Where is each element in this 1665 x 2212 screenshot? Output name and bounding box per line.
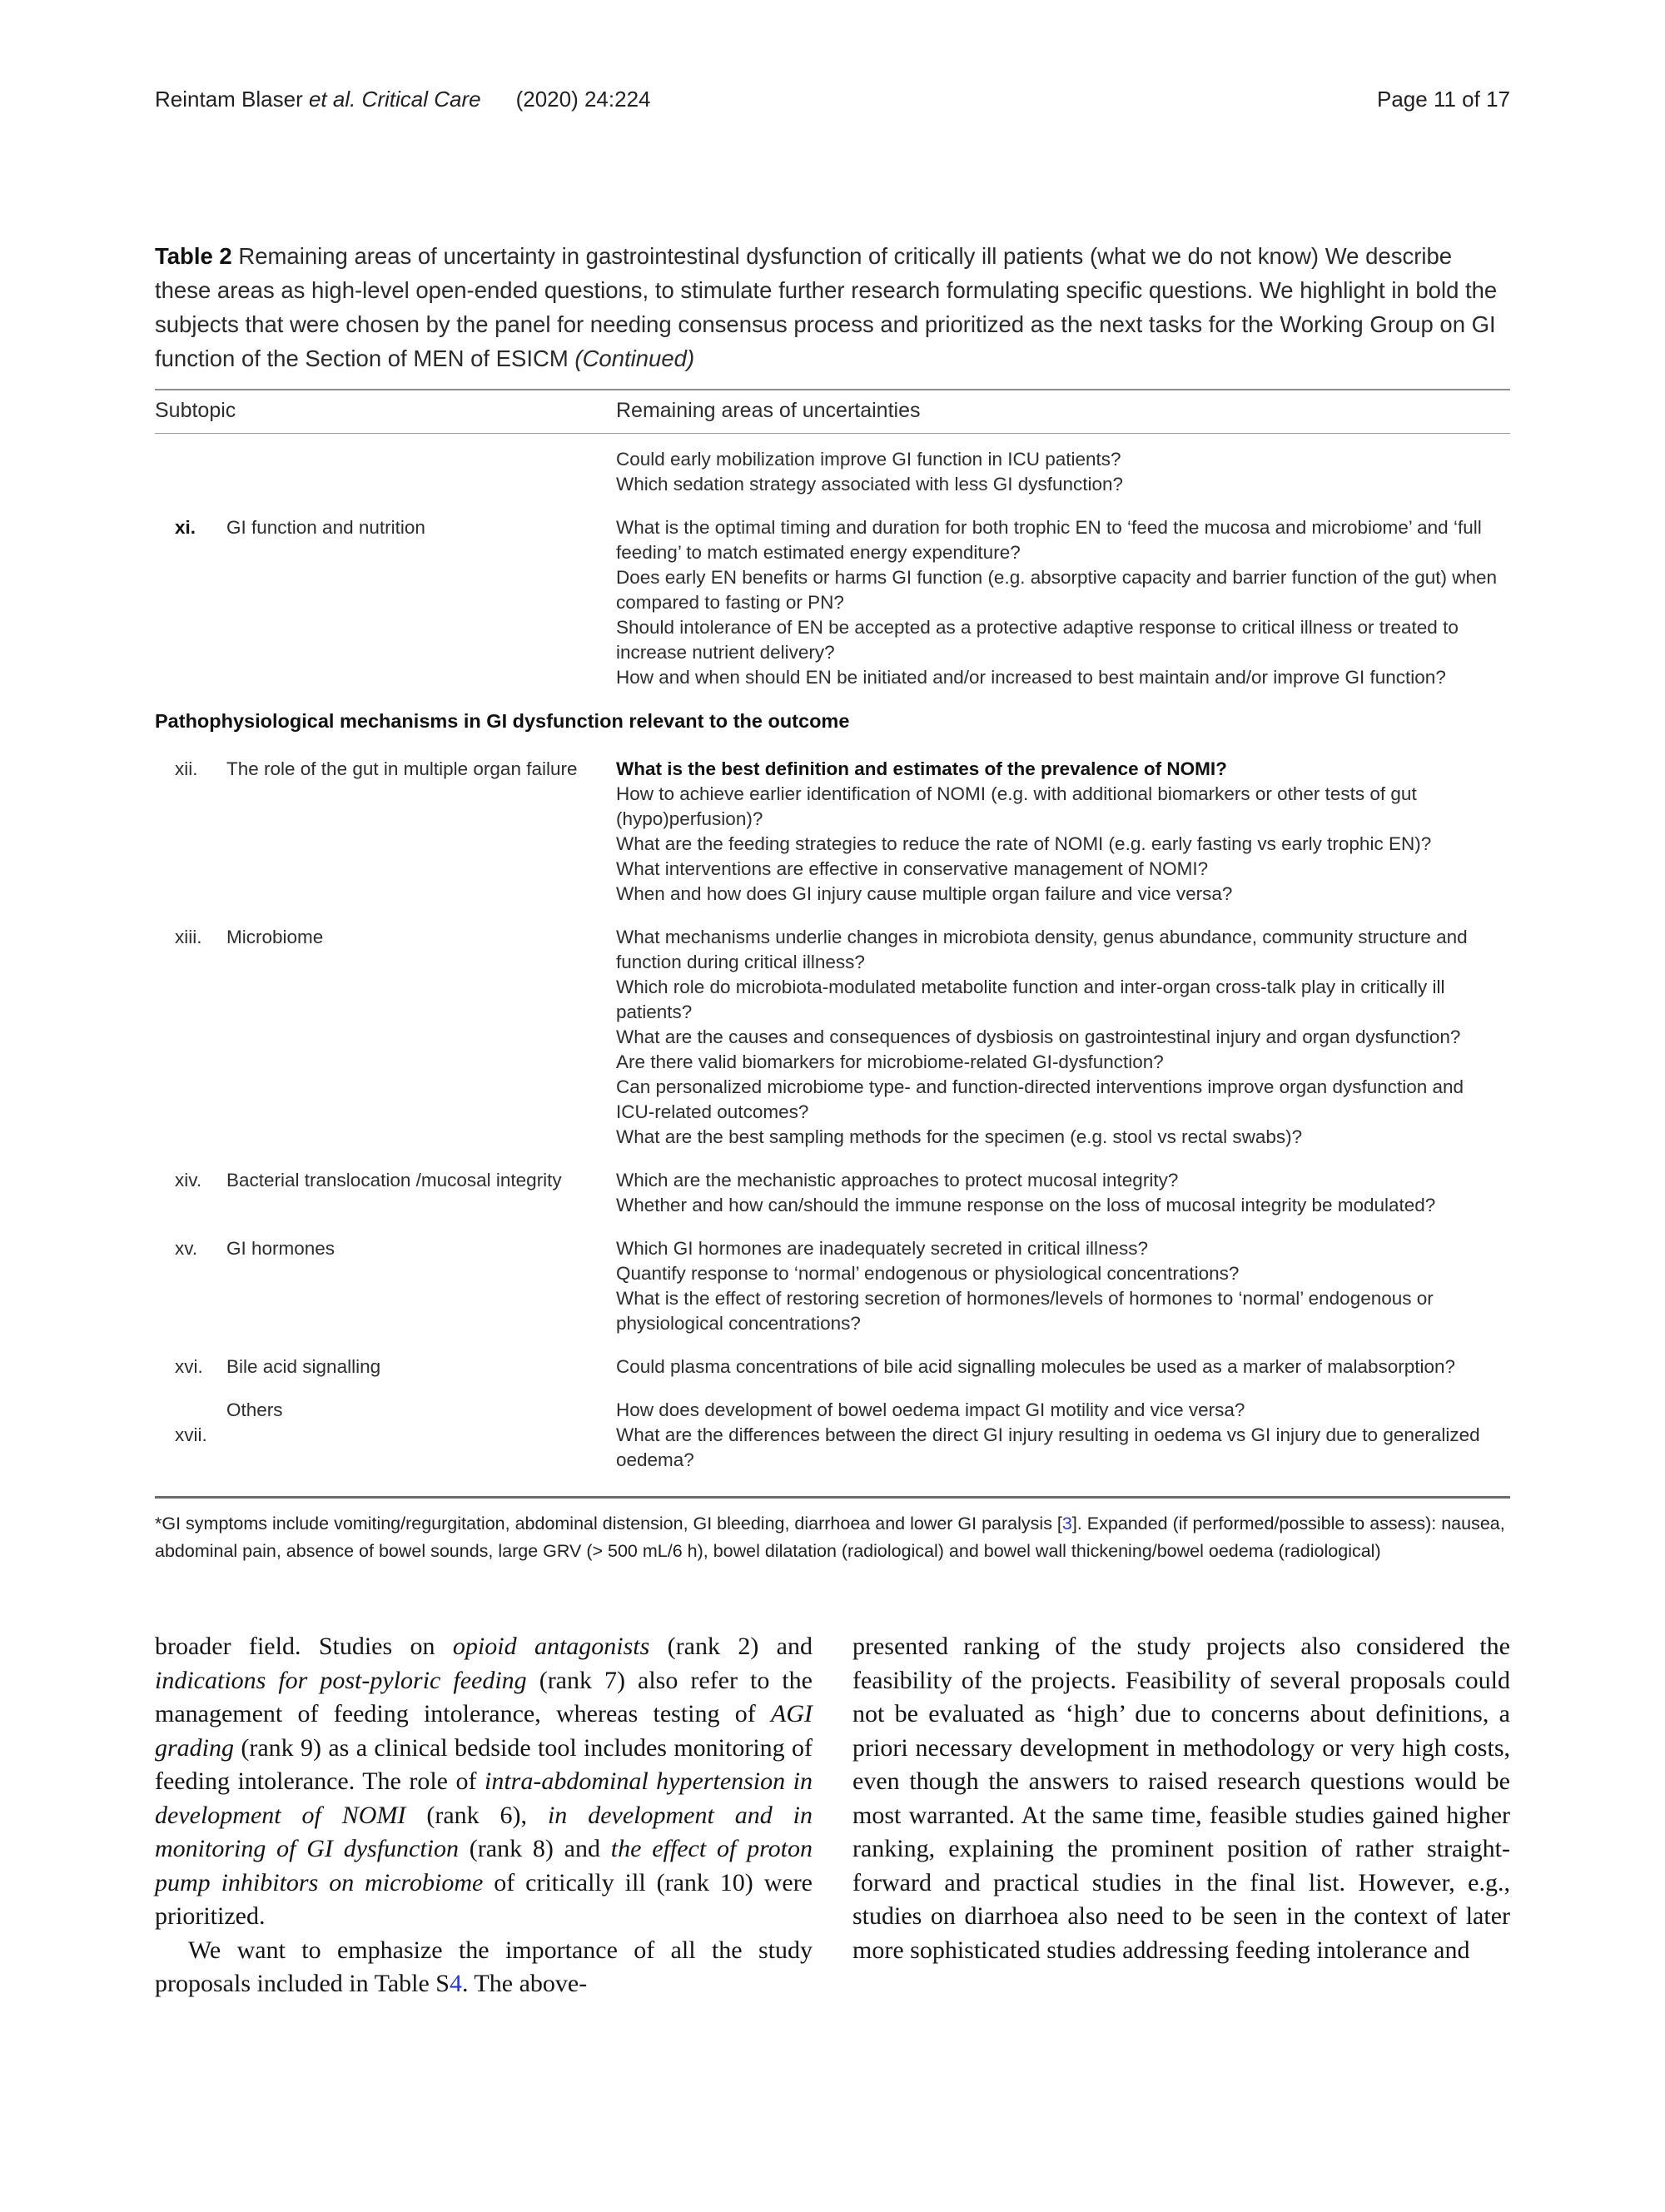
uncertainties-cell xyxy=(616,515,1510,690)
table-row xyxy=(155,925,1510,1150)
table-row xyxy=(155,515,1510,690)
table-caption xyxy=(155,239,1510,375)
question-text: What is the effect of restoring secretion of hormones/levels of hormones to ‘normal’ endogenous or physiological concentrations? xyxy=(616,1288,1434,1334)
text-segment: intra-abdominal hypertension in development of NOMI xyxy=(155,1767,813,1829)
page-content xyxy=(155,0,1510,2001)
question-text: Should intolerance of EN be accepted as a protective adaptive response to critical illness or treated to increase nutrient delivery? xyxy=(616,617,1459,663)
question-text: What are the differences between the direct GI injury resulting in oedema vs GI injury due to generalized oedema? xyxy=(616,1424,1480,1470)
text-segment: (Continued) xyxy=(574,345,695,371)
text-segment: (rank 2) and xyxy=(649,1633,813,1660)
subtopic-cell xyxy=(155,515,616,690)
question-text: What are the causes and consequences of dysbiosis on gastrointestinal injury and organ dysfunction? xyxy=(616,1026,1461,1047)
roman-numeral: xvi. xyxy=(175,1356,203,1377)
table-rule-bottom xyxy=(155,1496,1510,1499)
body-column-left xyxy=(155,1630,813,2001)
table-row xyxy=(155,1355,1510,1379)
body-paragraph xyxy=(155,1630,813,1934)
text-segment: We want to emphasize the importance of all the study proposals included in Table S xyxy=(155,1936,813,1997)
subtopic-label: Bile acid signalling xyxy=(226,1356,381,1377)
question-text: What is the best definition and estimates of the prevalence of NOMI? xyxy=(616,758,1227,779)
text-segment: (rank 9) as a clinical bedside tool includes monitoring of feeding intolerance. The role of xyxy=(155,1733,813,1795)
subtopic-label: GI hormones xyxy=(226,1238,335,1259)
subtopic-label: GI function and nutrition xyxy=(226,517,425,538)
table-footnote xyxy=(155,1510,1510,1565)
roman-numeral: xiv. xyxy=(175,1170,202,1191)
uncertainties-cell xyxy=(616,1236,1510,1336)
subtopic-label: The role of the gut in multiple organ failure xyxy=(226,758,578,779)
question-text: How and when should EN be initiated and/or increased to best maintain and/or improve GI function? xyxy=(616,667,1446,688)
subtopic-label: Others xyxy=(226,1399,283,1420)
roman-numeral: xii. xyxy=(175,758,198,779)
question-text: Which sedation strategy associated with less GI dysfunction? xyxy=(616,474,1124,495)
question-text: What are the best sampling methods for the specimen (e.g. stool vs rectal swabs)? xyxy=(616,1126,1303,1147)
question-text: When and how does GI injury cause multiple organ failure and vice versa? xyxy=(616,883,1233,904)
text-segment: indications for post-pyloric feeding xyxy=(155,1666,527,1694)
text-segment: broader field. Studies on xyxy=(155,1633,453,1660)
question-text: Whether and how can/should the immune response on the loss of mucosal integrity be modulated? xyxy=(616,1195,1436,1215)
body-text xyxy=(155,1630,1510,2001)
text-segment: . The above- xyxy=(461,1970,588,1997)
question-text: Which GI hormones are inadequately secreted in critical illness? xyxy=(616,1238,1149,1259)
roman-numeral: xvii. xyxy=(175,1424,207,1445)
subtopic-label: Microbiome xyxy=(226,927,324,947)
question-text: Could early mobilization improve GI function in ICU patients? xyxy=(616,449,1121,470)
page-number: Page 11 of 17 xyxy=(1377,87,1510,112)
question-text: What is the optimal timing and duration for both trophic EN to ‘feed the mucosa and microbiome’ and ‘full feeding’ to match estimated energy expenditure? xyxy=(616,517,1482,563)
text-segment: ]. Expanded (if performed/possible to assess): nausea, abdominal pain, absence of bowel sounds, large GRV (> 500 mL/6 h), bowel dilatation (radiological) and bowel wall thickening/bowel oedema (radiological) xyxy=(155,1514,1505,1561)
table-section-header: Pathophysiological mechanisms in GI dysfunction relevant to the outcome xyxy=(155,710,850,732)
text-segment: of critically ill (rank 10) were prioritized. xyxy=(155,1868,813,1930)
body-paragraph xyxy=(852,1630,1510,1967)
table-row xyxy=(155,757,1510,907)
text-segment: in development and in monitoring of GI dysfunction xyxy=(155,1801,813,1862)
text-segment: (rank 7) also refer to the management of feeding intolerance, whereas testing of xyxy=(155,1666,813,1727)
table-row xyxy=(155,1168,1510,1218)
text-segment: the effect of proton pump inhibitors on microbiome xyxy=(155,1835,813,1896)
table-row xyxy=(155,1236,1510,1336)
subtopic-cell xyxy=(155,1355,616,1379)
roman-numeral: xiii. xyxy=(175,927,202,947)
question-text: What are the feeding strategies to reduce the rate of NOMI (e.g. early fasting vs early trophic EN)? xyxy=(616,833,1432,854)
question-text: What mechanisms underlie changes in microbiota density, genus abundance, community structure and function during critical illness? xyxy=(616,927,1468,972)
subtopic-label xyxy=(226,1423,616,1448)
uncertainties-cell xyxy=(616,1355,1510,1379)
column-header-uncertainties: Remaining areas of uncertainties xyxy=(616,399,921,422)
roman-numeral: xi. xyxy=(175,517,196,538)
subtopic-cell xyxy=(155,447,616,497)
question-text: Does early EN benefits or harms GI function (e.g. absorptive capacity and barrier function of the gut) when compared to fasting or PN? xyxy=(616,567,1498,613)
table-row xyxy=(155,1398,1510,1473)
question-text: Which role do microbiota-modulated metabolite function and inter-organ cross-talk play in critically ill patients? xyxy=(616,977,1445,1022)
text-segment: presented ranking of the study projects also considered the feasibility of the projects. Feasibility of several proposals could not be evaluated as ‘high’ due to concerns about definitions, a priori necessary development in methodology or very high costs, even though the answers to raised research questions would be most warranted. At the same time, feasible studies gained higher ranking, explaining the prominent position of rather straight-forward and practical studies in the final list. However, e.g., studies on diarrhoea also need to be seen in the context of later more sophisticated studies addressing feeding intolerance and xyxy=(852,1633,1510,1964)
uncertainties-cell xyxy=(616,1398,1510,1473)
subtopic-label: Bacterial translocation /mucosal integrity xyxy=(226,1170,562,1191)
question-text: Are there valid biomarkers for microbiome-related GI-dysfunction? xyxy=(616,1051,1164,1072)
text-segment: (rank 8) and xyxy=(459,1835,611,1862)
question-text: What interventions are effective in conservative management of NOMI? xyxy=(616,858,1209,879)
subtopic-cell xyxy=(155,757,616,907)
table-2 xyxy=(155,389,1510,1499)
column-header-subtopic: Subtopic xyxy=(155,399,236,422)
header-citation xyxy=(155,87,651,112)
text-segment: (rank 6), xyxy=(405,1801,548,1829)
question-text: How does development of bowel oedema impact GI motility and vice versa? xyxy=(616,1399,1245,1420)
uncertainties-cell xyxy=(616,447,1510,497)
body-paragraph xyxy=(155,1934,813,2001)
table-row xyxy=(155,447,1510,497)
header-volume: (2020) 24:224 xyxy=(515,87,651,112)
text-segment: opioid antagonists xyxy=(452,1633,650,1660)
running-header xyxy=(155,87,1510,112)
subtopic-cell xyxy=(155,1398,616,1473)
reference-link-3[interactable]: 3 xyxy=(1061,1514,1072,1533)
text-segment: AGI grading xyxy=(155,1700,813,1762)
table-header-row xyxy=(155,390,1510,433)
uncertainties-cell xyxy=(616,1168,1510,1218)
header-authors: Reintam Blaser xyxy=(155,87,309,112)
question-text: Could plasma concentrations of bile acid signalling molecules be used as a marker of malabsorption? xyxy=(616,1356,1456,1377)
text-segment: *GI symptoms include vomiting/regurgitation, abdominal distension, GI bleeding, diarrhoea and lower GI paralysis [ xyxy=(155,1514,1062,1533)
header-journal: et al. Critical Care xyxy=(308,87,481,112)
uncertainties-cell xyxy=(616,925,1510,1150)
body-column-right xyxy=(852,1630,1510,2001)
text-segment: Remaining areas of uncertainty in gastrointestinal dysfunction of critically ill patients (what we do not know) We describe these areas as high-level open-ended questions, to stimulate further research formulating specific questions. We highlight in bold the subjects that were chosen by the panel for needing consensus process and prioritized as the next tasks for the Working Group on GI function of the Section of MEN of ESICM xyxy=(155,243,1498,371)
uncertainties-cell xyxy=(616,757,1510,907)
question-text: How to achieve earlier identification of NOMI (e.g. with additional biomarkers or other tests of gut (hypo)perfusion)? xyxy=(616,783,1417,829)
text-segment: Table 2 xyxy=(155,243,232,269)
subtopic-cell xyxy=(155,1168,616,1218)
subtopic-cell xyxy=(155,925,616,1150)
question-text: Which are the mechanistic approaches to protect mucosal integrity? xyxy=(616,1170,1179,1191)
roman-numeral: xv. xyxy=(175,1238,198,1259)
subtopic-cell xyxy=(155,1236,616,1336)
table-s4-link[interactable]: 4 xyxy=(449,1970,462,1997)
question-text: Can personalized microbiome type- and function-directed interventions improve organ dysfunction and ICU-related outcomes? xyxy=(616,1076,1464,1122)
table-rows xyxy=(155,434,1510,1496)
question-text: Quantify response to ‘normal’ endogenous or physiological concentrations? xyxy=(616,1263,1240,1284)
roman-numeral xyxy=(175,1398,226,1423)
